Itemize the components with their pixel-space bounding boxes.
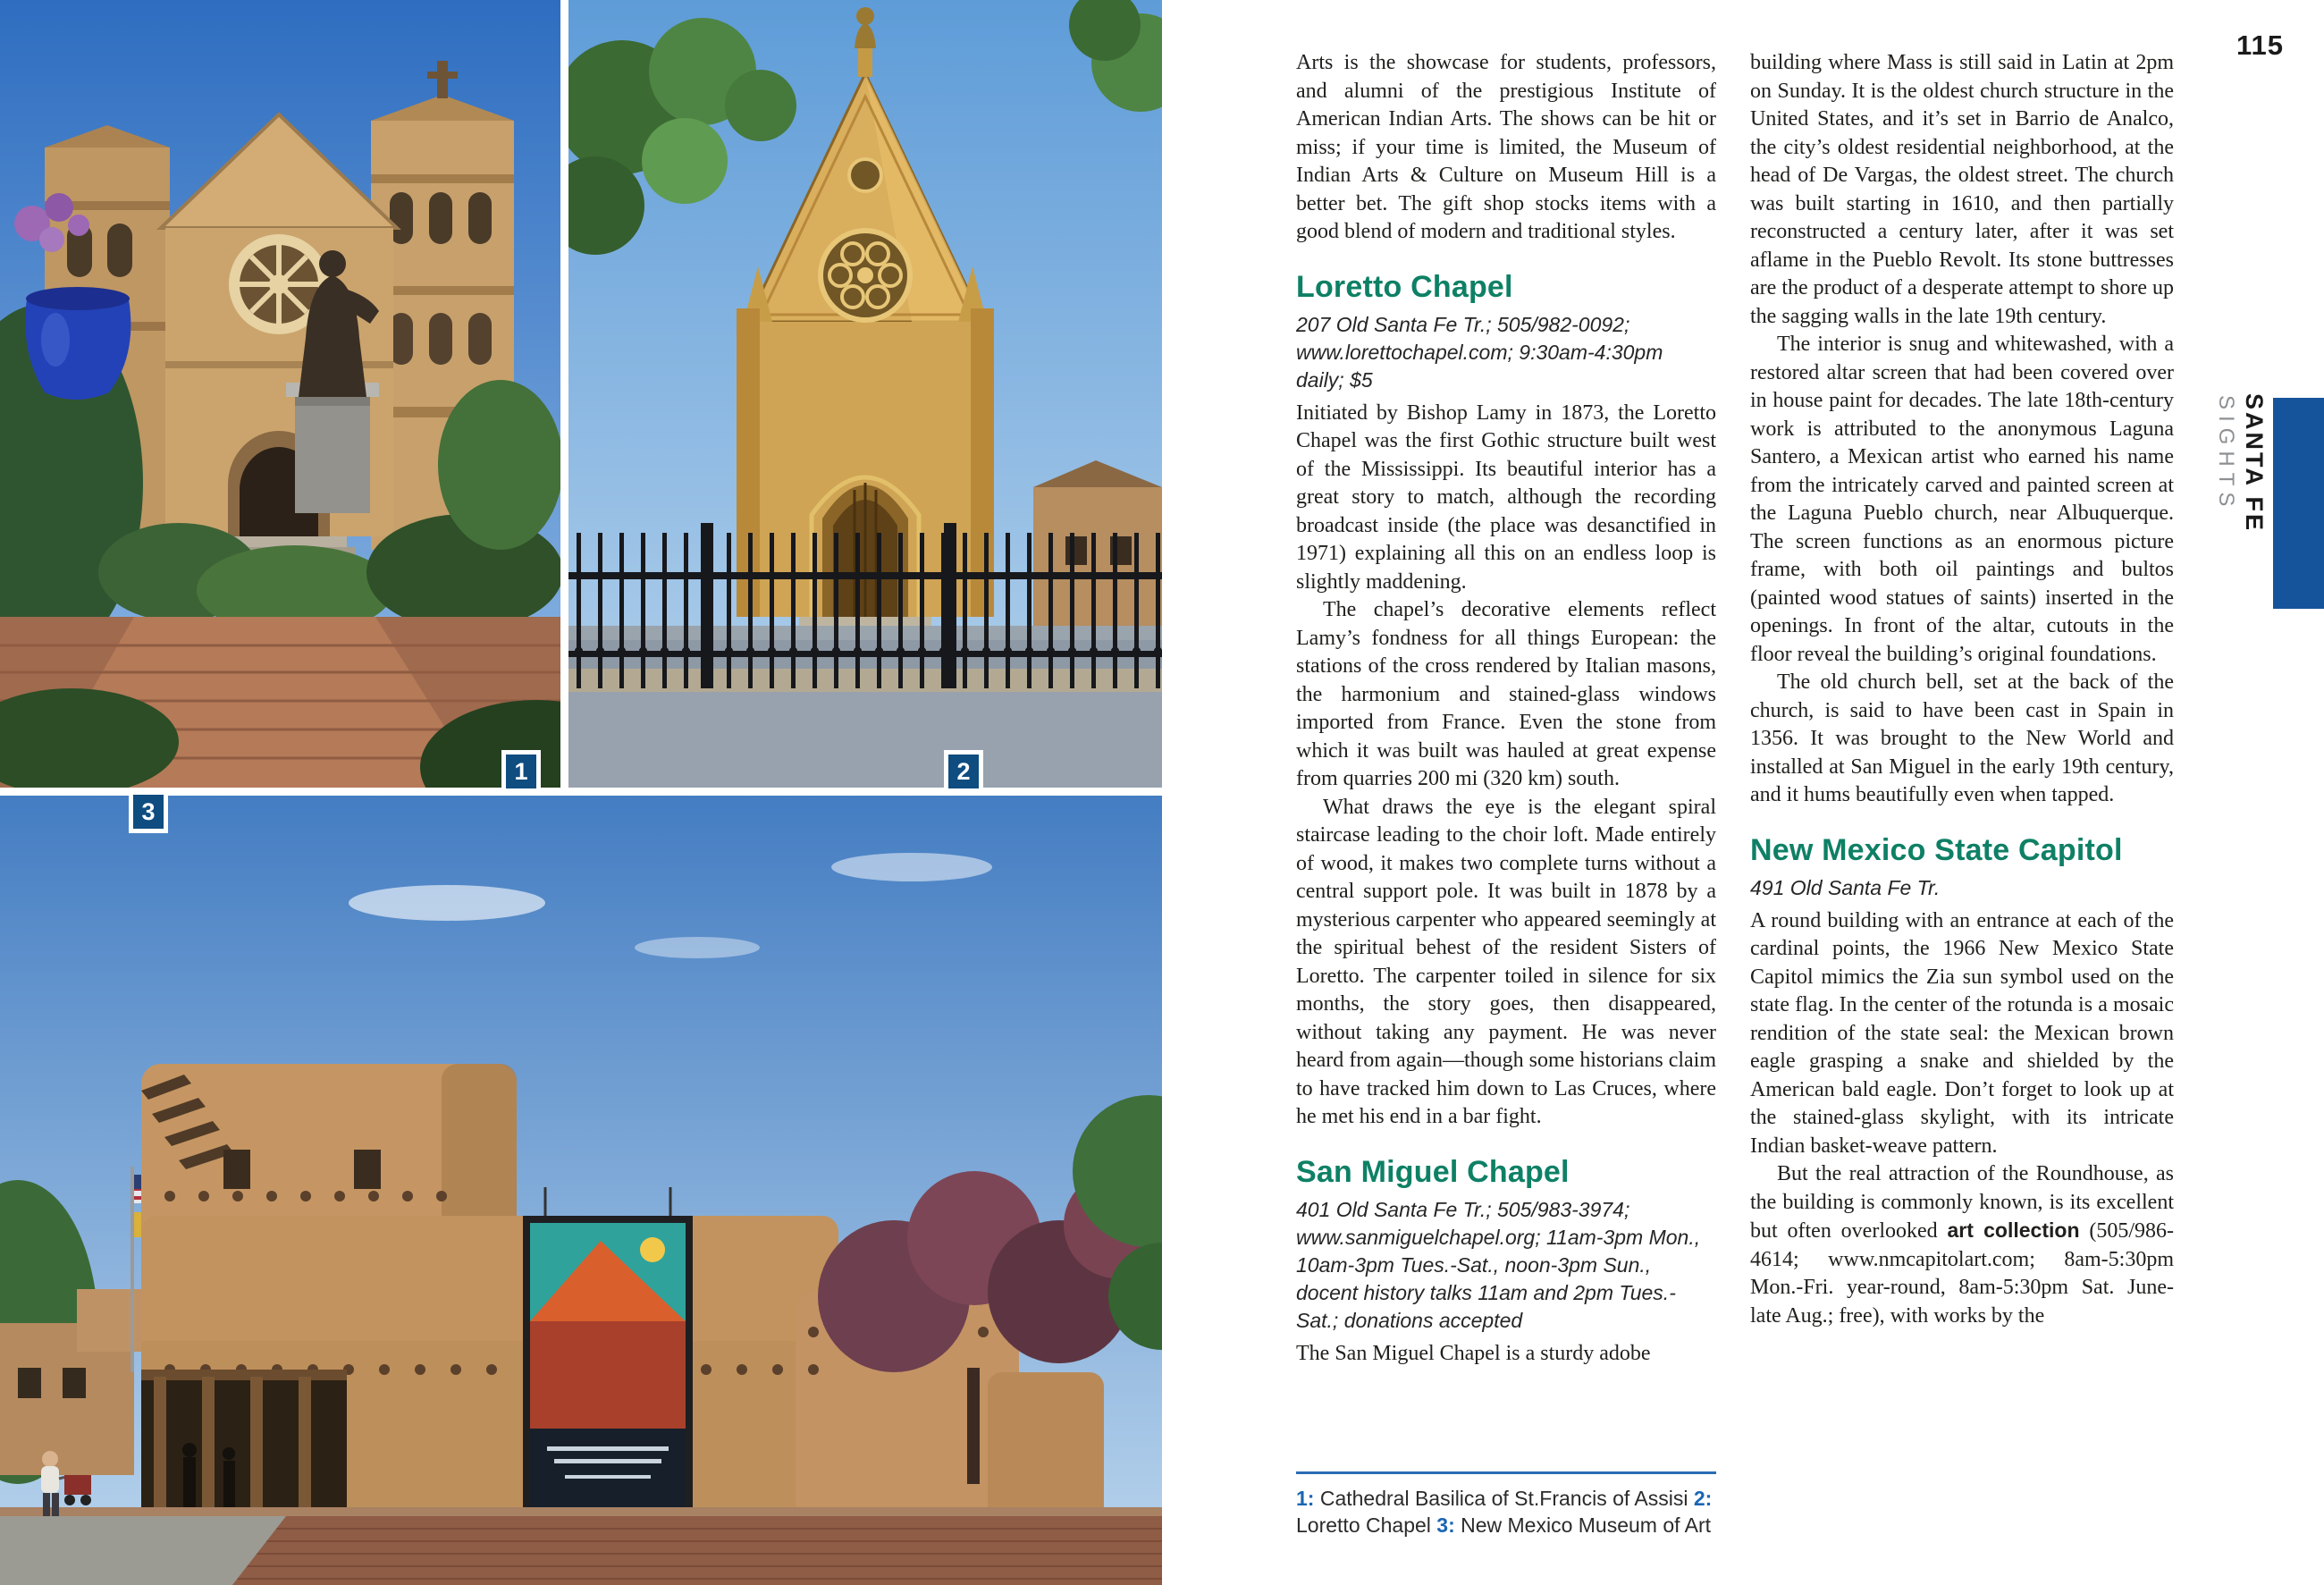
caption-text-1: Cathedral Basilica of St.Francis of Assisi [1314, 1487, 1694, 1510]
text-column-1 [1296, 49, 1716, 1368]
art-collection-bold: art collection [1947, 1218, 2080, 1242]
capitol-paragraph-1: A round building with an entrance at each of the cardinal points, the 1966 New Mexico State Capitol mimics the Zia sun symbol used on the state flag. In the center of the rotunda is a mosaic rendition of the state seal: the Mexican brown eagle grasping a snake and shielded by the American bald eagle. Don’t forget to look up at the stained-glass skylight, with its intricate Indian basket-weave pattern. [1750, 908, 2174, 1158]
cathedral-illustration [0, 0, 560, 788]
museum-banner [523, 1187, 693, 1511]
capitol-paragraph-2-text: But the real attraction of the Roundhouse, as the building is commonly known, is its excellent but often overlooked [1750, 1162, 2174, 1243]
text-column-2 [1750, 49, 2174, 1330]
photo-caption [1296, 1471, 1716, 1539]
loretto-paragraph-2: The chapel’s decorative elements reflect Lamy’s fondness for all things European: the stations of the cross rendered by Italian masons, the harmonium and stained-glass windows imported from France. Even the stone from which it was built was hauled at great expense from quarries 200 mi (320 km) south. [1296, 598, 1716, 790]
capitol-paragraph-2-rest: (505/986-4614; www.nmcapitolart.com; 8am-5:30pm Mon.-Fri. year-round, 8am-5:30pm Sat. June-late Aug.; free), with works by the [1750, 1219, 2174, 1328]
san-miguel-paragraph-continued: building where Mass is still said in Latin at 2pm on Sunday. It is the oldest church structure in the United States, and it’s set in Barrio de Analco, the city’s oldest residential neighborhood, at the head of De Vargas, the oldest street. The church was built starting in 1610, and then partially reconstructed a century later, after it was set aflame in the Pueblo Revolt. Its stone buttresses are the product of a desperate attempt to shore up the sagging walls in the late 19th century. [1750, 51, 2174, 328]
museum-illustration [0, 796, 1162, 1585]
san-miguel-paragraph-bell: The old church bell, set at the back of the church, is said to have been cast in Spain in 1356. It was brought to the New World and installed at San Miguel in the early 19th century, and it hums beautifully even when tapped. [1750, 670, 2174, 806]
san-miguel-paragraph-1: The San Miguel Chapel is a sturdy adobe [1296, 1341, 1651, 1365]
caption-text-2: Loretto Chapel [1296, 1513, 1437, 1537]
capitol-paragraph-2 [1750, 1160, 2174, 1330]
photo-number-badge-3: 3 [129, 790, 168, 833]
section-heading-san-miguel-chapel: San Miguel Chapel [1296, 1154, 1570, 1189]
loretto-paragraph-1: Initiated by Bishop Lamy in 1873, the Loretto Chapel was the first Gothic structure built west of the Mississippi. Its beautiful interior has a great story to match, although the recording broadcast inside (the place was desanctified in 1971) explaining all this on an endless loop is slightly maddening. [1296, 400, 1716, 594]
san-miguel-paragraph-interior: The interior is snug and whitewashed, with a restored altar screen that had been covered over in house paint for decades. The late 18th-century work is attributed to the anonymous Laguna Santero, a Mexican artist who earned his name from the intricately carved and painted screen at the Laguna Pueblo church, near Albuquerque. The screen functions as an enormous picture frame, with both oil paintings and bultos (painted wood statues of saints) inserted in the openings. In front of the altar, cutouts in the floor reveal the building’s original foundations. [1750, 333, 2174, 666]
san-miguel-details-line: 401 Old Santa Fe Tr.; 505/983-3974; www.sanmiguelchapel.org; 11am-3pm Mon., 10am-3pm Tues.-Sat., noon-3pm Sun., docent history talks 11am and 2pm Tues.-Sat.; donations accepted [1296, 1197, 1701, 1332]
sidebar-region-label: SANTA FE [2241, 393, 2268, 533]
photo-new-mexico-museum-of-art [0, 796, 1162, 1585]
photo-loretto-chapel [568, 0, 1162, 788]
caption-text-3: New Mexico Museum of Art [1454, 1513, 1712, 1537]
caption-number-3: 3: [1436, 1513, 1455, 1537]
photo-cathedral-basilica [0, 0, 560, 788]
loretto-chapel-illustration [568, 0, 1162, 788]
sidebar-section-label: SIGHTS [2214, 395, 2238, 513]
photo-number-badge-2: 2 [944, 750, 983, 793]
loretto-paragraph-3: What draws the eye is the elegant spiral staircase leading to the choir loft. Made entirely of wood, it makes two complete turns without a central support pole. It was built in 1878 by a mysterious carpenter who appeared seemingly at the spiritual behest of the resident Sisters of Loretto. The carpenter toiled in silence for six months, the story goes, then disappeared, without taking any payment. He was never heard from again—though some historians claim to have tracked him down to Las Cruces, where he met his end in a bar fight. [1296, 795, 1716, 1128]
capitol-details-line: 491 Old Santa Fe Tr. [1750, 875, 1941, 899]
sidebar-chapter-tab [2273, 398, 2324, 609]
page-number: 115 [2236, 30, 2285, 61]
intro-paragraph: Arts is the showcase for students, professors, and alumni of the prestigious Institute of American Indian Arts. The shows can be hit or miss; if your time is limited, the Museum of Indian Arts & Culture on Museum Hill is a better bet. The gift shop stocks items with a good blend of modern and traditional styles. [1296, 51, 1716, 243]
section-heading-loretto-chapel: Loretto Chapel [1296, 269, 1513, 304]
flagpole [131, 1167, 134, 1372]
section-heading-state-capitol: New Mexico State Capitol [1750, 832, 2123, 867]
caption-number-1: 1: [1296, 1487, 1315, 1510]
loretto-details-line: 207 Old Santa Fe Tr.; 505/982-0092; www.lorettochapel.com; 9:30am-4:30pm daily; $5 [1296, 312, 1663, 392]
photo-number-badge-1: 1 [501, 750, 541, 793]
caption-number-2: 2: [1693, 1487, 1713, 1510]
